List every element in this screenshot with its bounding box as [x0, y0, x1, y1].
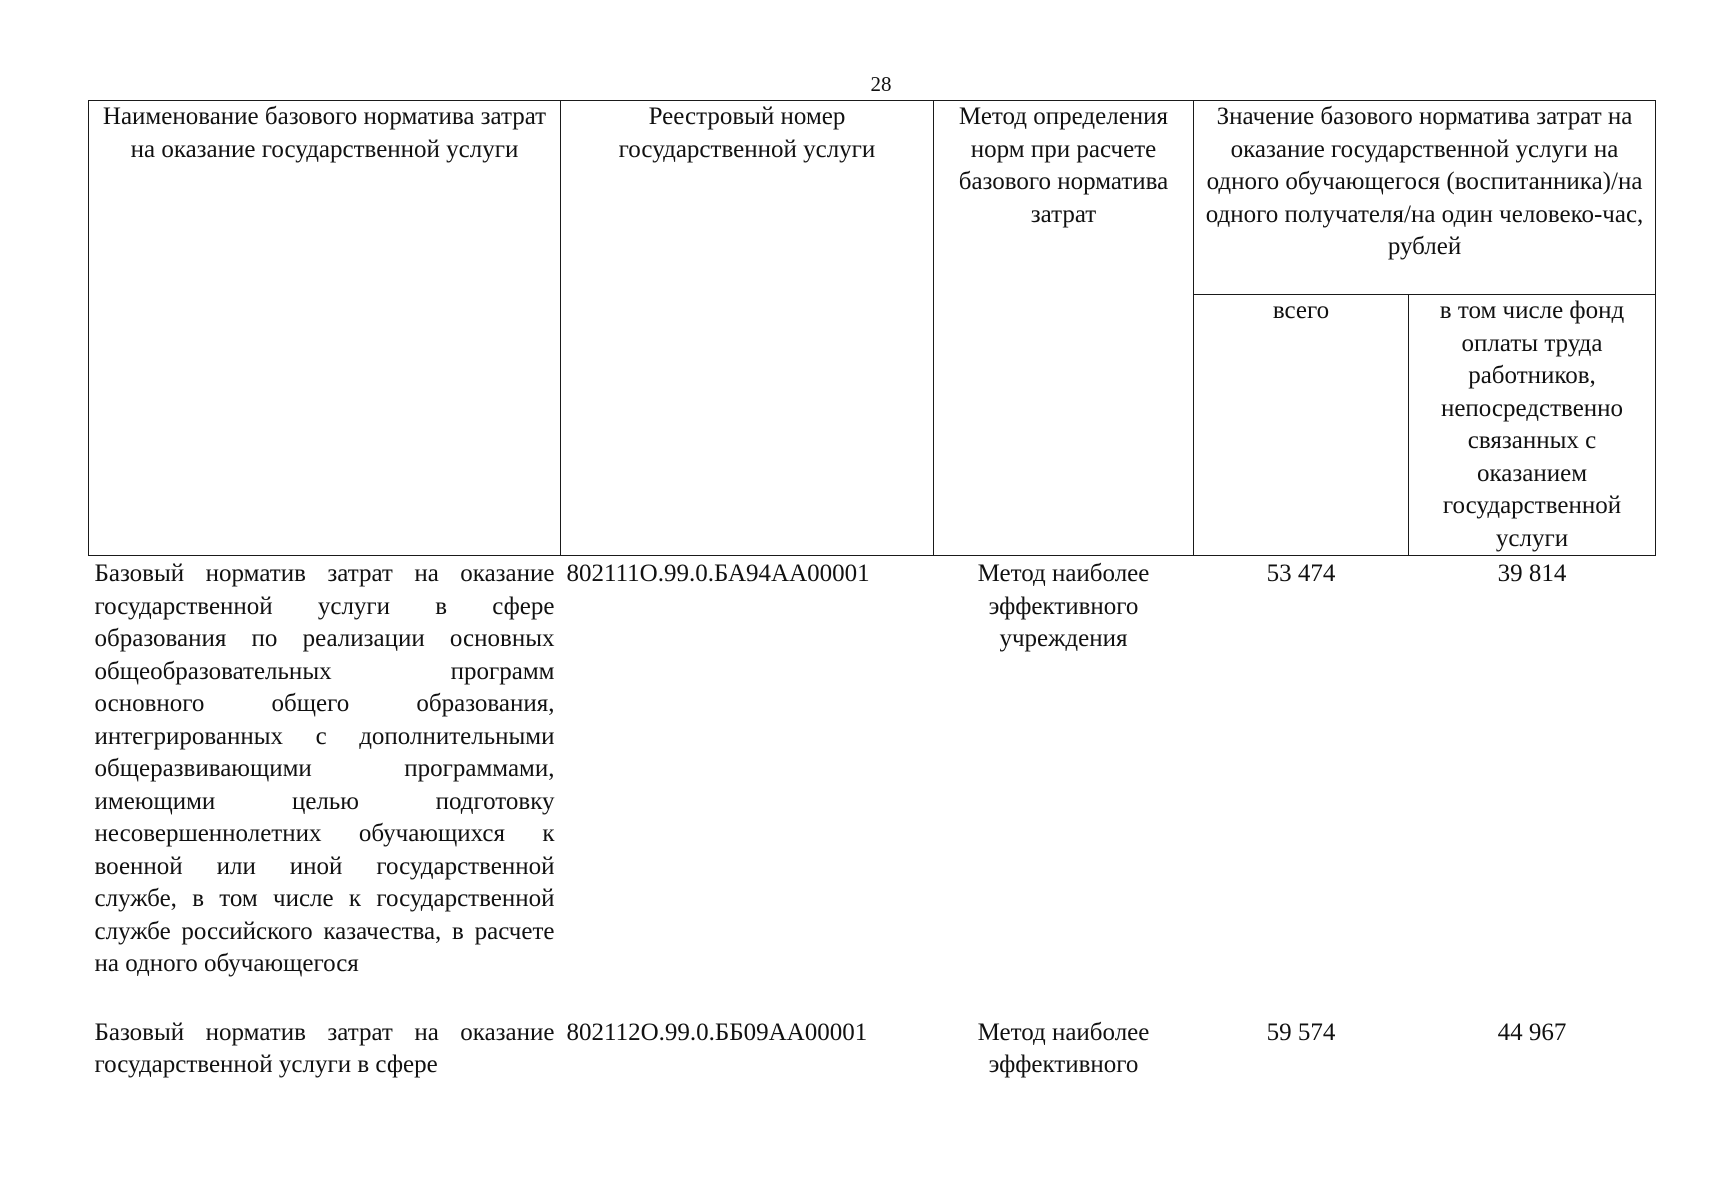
row-total: 53 474 — [1266, 560, 1336, 587]
header-row — [89, 101, 1656, 295]
row-name: Базовый норматив затрат на оказание государственной услуги в сфере образования по реализации основных общеобразовательных программ основного общего образования, интегрированных с дополнительными общеразвивающими программами, имеющими целью подготовку несовершеннолетних обучающихся к военной или иной государственной службе, в том числе к государственной службе российского казачества, в расчете на одного обучающегося — [94, 560, 555, 977]
cost-norms-table — [88, 100, 1656, 1082]
page-number: 28 — [870, 72, 892, 96]
row-method: Метод наиболее эффективного учреждения — [977, 560, 1150, 652]
header-registry: Реестровый номер государственной услуги — [561, 101, 934, 556]
row-payroll: 44 967 — [1497, 1018, 1567, 1046]
header-value: Значение базового норматива затрат на оказание государственной услуги на одного обучающегося (воспитанника)/на одного получателя/на один человеко-час, рублей — [1194, 101, 1656, 295]
header-name: Наименование базового норматива затрат на оказание государственной услуги — [89, 101, 561, 556]
table-row — [89, 1015, 1656, 1082]
row-registry: 802112О.99.0.ББ09АА00001 — [566, 1018, 868, 1046]
row-name: Базовый норматив затрат на оказание государственной услуги в сфере — [94, 1018, 555, 1078]
row-payroll: 39 814 — [1497, 560, 1567, 587]
header-method: Метод определения норм при расчете базового норматива затрат — [934, 101, 1194, 556]
header-total: всего — [1194, 295, 1409, 556]
table-row — [89, 556, 1656, 981]
row-registry: 802111О.99.0.БА94АА00001 — [566, 560, 870, 587]
row-method: Метод наиболее эффективного — [977, 1018, 1150, 1078]
header-payroll: в том числе фонд оплаты труда работников, непосредственно связанных с оказанием государственной услуги — [1409, 295, 1656, 556]
row-total: 59 574 — [1266, 1018, 1336, 1046]
row-gap — [89, 981, 1656, 1015]
